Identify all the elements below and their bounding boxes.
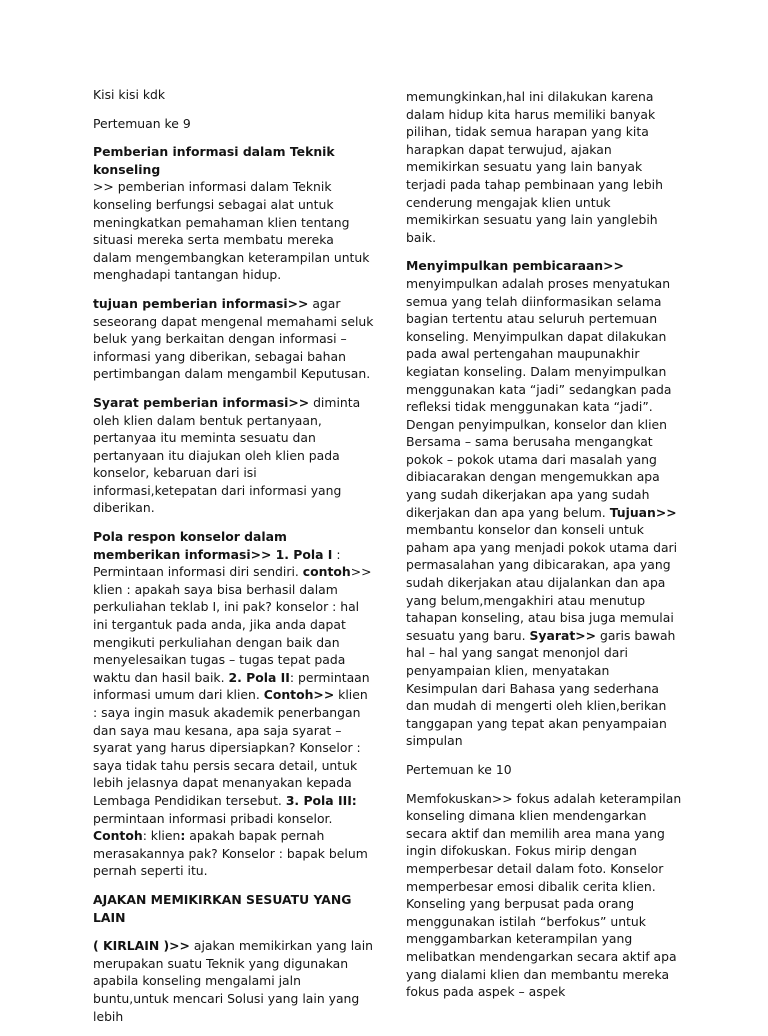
paragraph-tujuan bbox=[93, 295, 375, 383]
paragraph-pemberian-informasi bbox=[93, 143, 375, 284]
text-contoh-2: klien : saya ingin masuk akademik penerbangan dan saya mau kesana, apa saja syarat – syarat yang harus dipersiapkan? Konselor : saya tidak tahu persis secara detail, untuk lebih jelasnya dapat menanyakan kepada Lembaga Pendidikan tersebut. bbox=[93, 687, 368, 808]
text-menyimpulkan: menyimpulkan adalah proses menyatukan semua yang telah diinformasikan selama bagian tertentu atau seluruh pertemuan konseling. Menyimpulkan dapat dilakukan pada awal pertengahan maupunakhir kegiatan konseling. Dalam menyimpulkan menggunakan kata “jadi” sedangkan pada refleksi tidak menggunakan kata “jadi”. Dengan penyimpulkan, konselor dan klien Bersama – sama berusaha mengangkat pokok – pokok utama dari masalah yang dibiacarakan dengan mengemukkan apa yang sudah dikerjakan apa yang sudah dikerjakan dan apa yang belum. bbox=[406, 275, 672, 520]
meeting-heading-10: Pertemuan ke 10 bbox=[406, 761, 512, 777]
text-kirlain: ajakan memikirkan yang lain merupakan suatu Teknik yang digunakan apabila konseling mengalami jaln buntu,untuk mencari Solusi yang lain yang lebih bbox=[93, 938, 374, 1024]
text-tujuan: agar seseorang dapat mengenal memahami seluk beluk yang berkaitan dengan informasi – informasi yang diberikan, sebagai bahan pertimbangan dalam mengambil Keputusan. bbox=[93, 295, 374, 382]
label-contoh-1: contoh bbox=[302, 564, 351, 580]
paragraph-syarat bbox=[93, 394, 375, 517]
label-contoh-2: Contoh>> bbox=[263, 687, 335, 703]
paragraph-kirlain-cont: memungkinkan,hal ini dilakukan karena dalam hidup kita harus memiliki banyak pilihan, tidak semua harapan yang kita harapkan dapat terwujud, ajakan memikirkan sesuatu yang lain banyak terjadi pada tahap pembinaan yang lebih cenderung mengajak klien untuk memikirkan sesuatu yang lain yanglebih baik. bbox=[406, 89, 663, 245]
text-contoh-3b: apakah bapak pernah merasakannya pak? Konselor : bapak belum pernah seperti itu. bbox=[93, 828, 368, 879]
text-syarat: diminta oleh klien dalam bentuk pertanyaan, pertanyaa itu meminta sesuatu dan pertanyaan itu diajukan oleh klien pada konselor, kebaruan dari isi informasi,ketepatan dari informasi yang diberikan. bbox=[93, 394, 361, 516]
text-syarat-menyimpulkan: garis bawah hal – hal yang sangat menonjol dari penyampaian klien, menyatakan Kesimpulan dari Bahasa yang sederhana dan mudah di mengerti oleh klien,berikan tanggapan yang tepat akan penyampaian simpulan bbox=[406, 627, 676, 749]
paragraph-kirlain bbox=[93, 937, 375, 1025]
left-column bbox=[93, 86, 375, 1036]
text-contoh-3a: : klien bbox=[142, 828, 181, 844]
text-pola-3: permintaan informasi pribadi konselor. bbox=[93, 810, 333, 826]
heading-pola-respon: Pola respon konselor dalam memberikan informasi>> 1. Pola I bbox=[93, 529, 333, 562]
text-tujuan-menyimpulkan: membantu konselor dan konseli untuk paham apa yang menjadi pokok utama dari permasalahan yang dibicarakan, apa yang sudah dikerjakan atau dijalankan dan apa yang belum,mengakhiri atau menutup tahapan konseling, atau bisa juga memulai sesuatu yang baru. bbox=[406, 522, 678, 643]
label-tujuan: Tujuan>> bbox=[609, 504, 677, 520]
heading-ajakan: AJAKAN MEMIKIRKAN SESUATU YANG LAIN bbox=[93, 891, 352, 925]
text-pola-1: : Permintaan informasi diri sendiri. bbox=[93, 546, 341, 580]
label-contoh-3: Contoh bbox=[93, 828, 143, 844]
meeting-heading-9: Pertemuan ke 9 bbox=[93, 115, 191, 131]
heading-pola-2: 2. Pola II bbox=[228, 669, 290, 685]
paragraph-memfokuskan: Memfokuskan>> fokus adalah keterampilan konseling dimana klien mendengarkan secara aktif dan memilih area mana yang ingin difokuskan. Fokus mirip dengan memperbesar detail dalam foto. Konselor memperbesar emosi dibalik cerita klien. Konseling yang berpusat pada orang menggunakan istilah “berfokus” untuk menggambarkan keterampilan yang melibatkan mendengarkan secara aktif apa yang dialami klien dan membantu mereka fokus pada aspek – aspek bbox=[406, 790, 682, 1000]
text-pemberian-informasi: >> pemberian informasi dalam Teknik konseling berfungsi sebagai alat untuk meningkatkan pemahaman klien tentang situasi mereka serta membatu mereka dalam mengembangkan keterampilan untuk menghadapi tantangan hidup. bbox=[93, 179, 370, 283]
heading-pemberian-informasi: Pemberian informasi dalam Teknik konseling bbox=[93, 144, 335, 177]
heading-menyimpulkan: Menyimpulkan pembicaraan>> bbox=[406, 258, 624, 274]
paragraph-menyimpulkan bbox=[406, 257, 682, 750]
text-contoh-1: >> klien : apakah saya bisa berhasil dalam perkuliahan teklab I, ini pak? konselor : hal ini tergantuk pada anda, jika anda dapat mengikuti perkuliahan dengan baik dan menyelesaikan tugas – tugas tepat pada waktu dan hasil baik. bbox=[93, 564, 372, 685]
heading-pola-3: 3. Pola III: bbox=[285, 792, 357, 808]
label-syarat: Syarat>> bbox=[529, 627, 597, 643]
paragraph-pola-respon bbox=[93, 528, 375, 880]
colon-bold: : bbox=[180, 828, 186, 844]
right-column bbox=[406, 88, 682, 1012]
heading-syarat: Syarat pemberian informasi>> bbox=[93, 394, 310, 410]
heading-tujuan: tujuan pemberian informasi>> bbox=[93, 295, 309, 311]
heading-kirlain: ( KIRLAIN )>> bbox=[93, 938, 190, 954]
doc-title: Kisi kisi kdk bbox=[93, 87, 166, 102]
text-pola-2: : permintaan informasi umum dari klien. bbox=[93, 669, 370, 703]
